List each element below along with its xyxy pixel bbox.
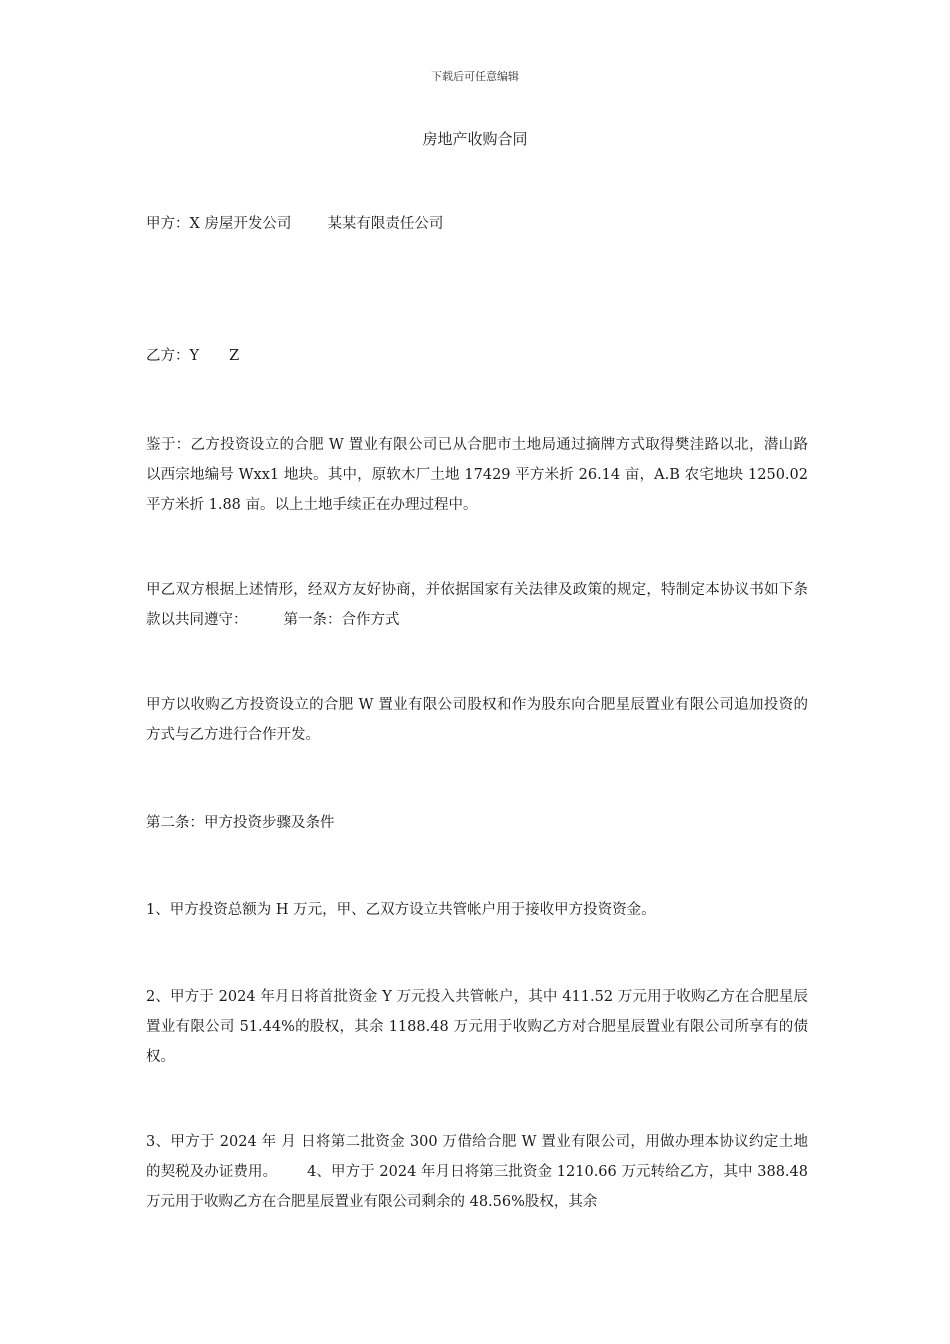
party-a-label: 甲方：X 房屋开发公司 — [146, 216, 292, 232]
article1-body: 甲方以收购乙方投资设立的合肥 W 置业有限公司股权和作为股东向合肥星辰置业有限公司追加投资的方式与乙方进行合作开发。 — [146, 697, 808, 743]
party-a-name: 某某有限责任公司 — [327, 216, 444, 232]
item-4: 4、甲方于 2024 年月日将第三批资金 1210.66 万元转给乙方，其中 388.48 万元用于收购乙方在合肥星辰置业有限公司剩余的 48.56%股权，其余 — [146, 1164, 808, 1210]
agreement-intro-text: 甲乙双方根据上述情形，经双方友好协商，并依据国家有关法律及政策的规定，特制定本协议书如下条款以共同遵守： — [146, 582, 808, 628]
item-2: 2、甲方于 2024 年月日将首批资金 Y 万元投入共管帐户，其中 411.52 万元用于收购乙方在合肥星辰置业有限公司 51.44%的股权，其余 1188.48 万元用于收购乙方对合肥星辰置业有限公司所享有的债权。 — [146, 989, 808, 1065]
item-3-4-paragraph — [146, 1127, 808, 1217]
party-b-label: 乙方：Y — [146, 348, 200, 364]
party-b-line — [146, 341, 808, 371]
party-a-line — [146, 209, 808, 239]
document-title: 房地产收购合同 — [422, 130, 528, 148]
article2-heading: 第二条：甲方投资步骤及条件 — [146, 815, 335, 831]
party-b-name: Z — [229, 348, 240, 364]
whereas-paragraph: 鉴于：乙方投资设立的合肥 W 置业有限公司已从合肥市土地局通过摘牌方式取得樊洼路以北，潜山路以西宗地编号 Wxx1 地块。其中，原软木厂土地 17429 平方米折 26.14 亩，A.B 农宅地块 1250.02 平方米折 1.88 亩。以上土地手续正在办理过程中。 — [146, 437, 808, 513]
item-1: 1、甲方投资总额为 H 万元，甲、乙双方设立共管帐户用于接收甲方投资资金。 — [146, 902, 656, 918]
agreement-intro-paragraph — [146, 575, 808, 635]
article1-heading: 第一条：合作方式 — [283, 612, 400, 628]
header-note: 下载后可任意编辑 — [431, 70, 519, 83]
item-3: 3、甲方于 2024 年 月 日将第二批资金 300 万借给合肥 W 置业有限公司，用做办理本协议约定土地的契税及办证费用。 — [146, 1134, 808, 1180]
